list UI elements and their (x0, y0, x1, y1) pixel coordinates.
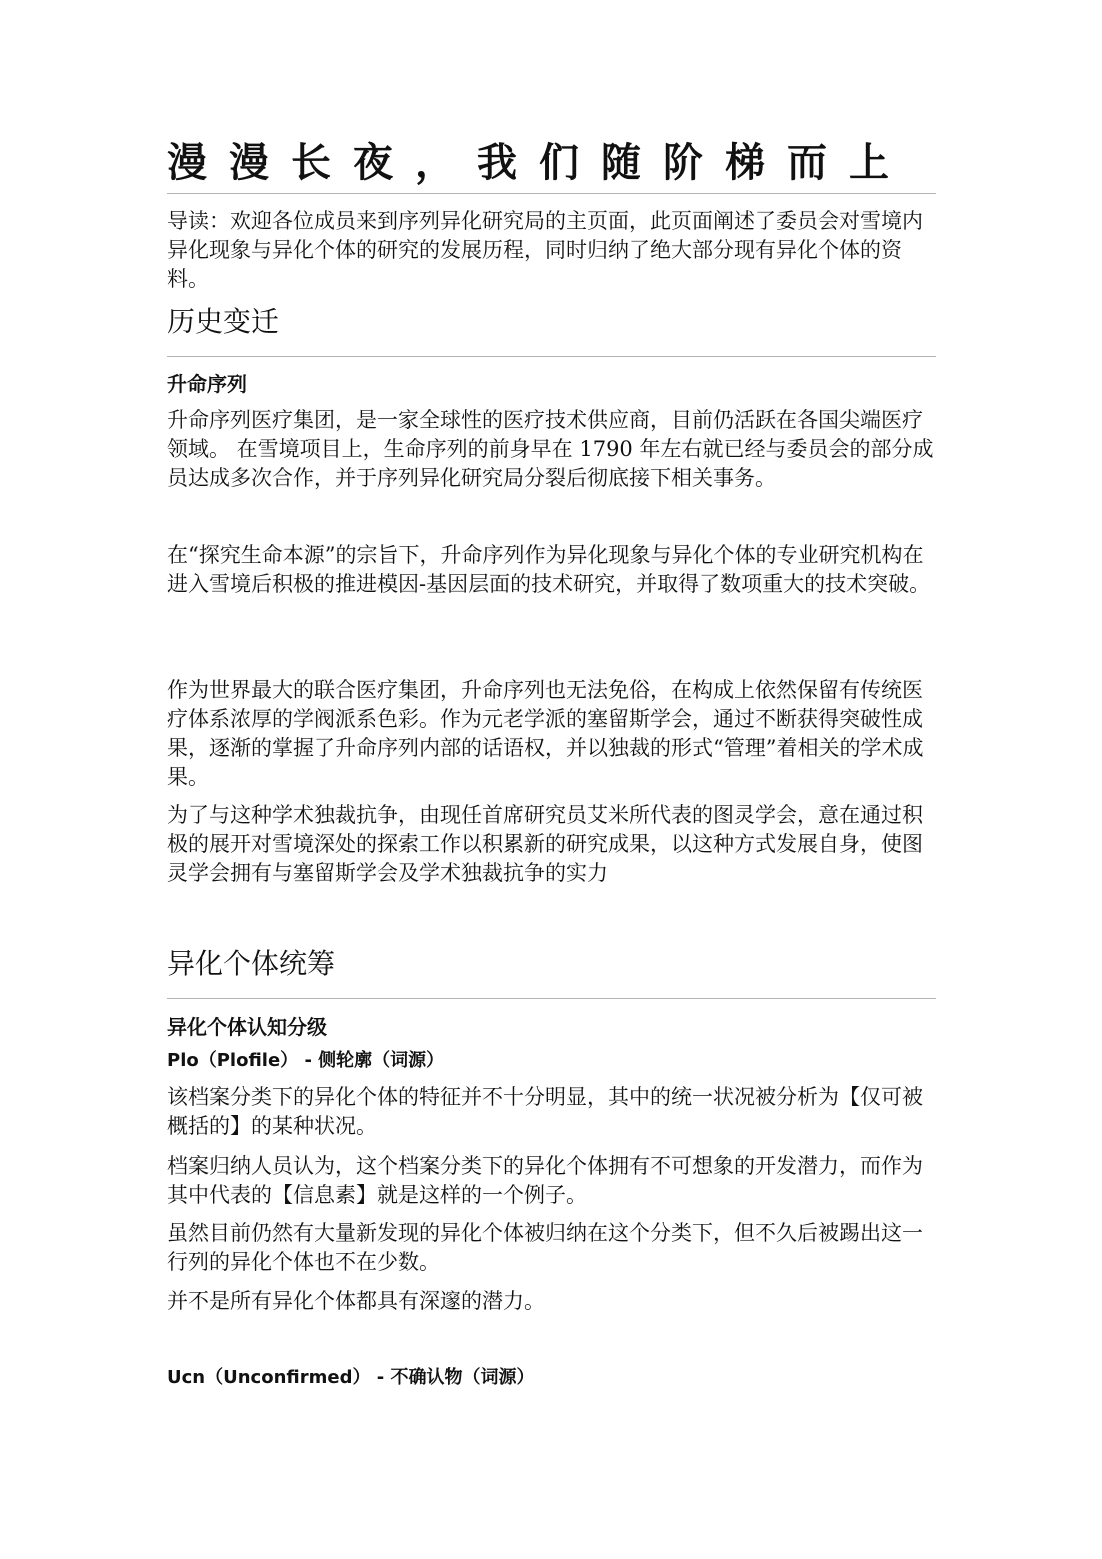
subheading-cognition-grading: 异化个体认知分级 (167, 1015, 327, 1039)
section-heading-history: 历史变迁 (167, 305, 280, 338)
category-label-ucn: Ucn（Unconfirmed） - 不确认物（词源） (167, 1367, 535, 1388)
history-paragraph-1: 升命序列医疗集团，是一家全球性的医疗技术供应商，目前仍活跃在各国尖端医疗领域。 在雪境项目上，生命序列的前身早在 1790 年左右就已经与委员会的部分成员达成多次合作，并于序列异化研究局分裂后彻底接下相关事务。 (167, 408, 934, 490)
history-paragraph-3: 作为世界最大的联合医疗集团，升命序列也无法免俗，在构成上依然保留有传统医疗体系浓厚的学阀派系色彩。作为元老学派的塞留斯学会，通过不断获得突破性成果，逐渐的掌握了升命序列内部的话语权，并以独裁的形式“管理”着相关的学术成果。 (167, 678, 924, 789)
title-divider (167, 193, 936, 194)
plo-paragraph-1: 该档案分类下的异化个体的特征并不十分明显，其中的统一状况被分析为【仅可被概括的】的某种状况。 (167, 1085, 923, 1138)
history-paragraph-2: 在“探究生命本源”的宗旨下，升命序列作为异化现象与异化个体的专业研究机构在进入雪境后积极的推进模因-基因层面的技术研究，并取得了数项重大的技术突破。 (167, 543, 931, 596)
page-title: 漫漫长夜，我们随阶梯而上 (167, 139, 911, 186)
stats-divider (167, 998, 936, 999)
section-heading-stats: 异化个体统筹 (167, 947, 336, 980)
plo-paragraph-3: 虽然目前仍然有大量新发现的异化个体被归纳在这个分类下，但不久后被踢出这一行列的异化个体也不在少数。 (167, 1221, 923, 1274)
subheading-shengming-xulie: 升命序列 (167, 372, 247, 396)
plo-paragraph-4: 并不是所有异化个体都具有深邃的潜力。 (167, 1289, 545, 1313)
category-label-plo: Plo（Plofile） - 侧轮廓（词源） (167, 1050, 445, 1071)
intro-paragraph: 导读：欢迎各位成员来到序列异化研究局的主页面，此页面阐述了委员会对雪境内异化现象与异化个体的研究的发展历程，同时归纳了绝大部分现有异化个体的资料。 (167, 209, 923, 291)
history-paragraph-4: 为了与这种学术独裁抗争，由现任首席研究员艾米所代表的图灵学会，意在通过积极的展开对雪境深处的探索工作以积累新的研究成果，以这种方式发展自身，使图灵学会拥有与塞留斯学会及学术独裁抗争的实力 (167, 803, 923, 885)
history-divider (167, 356, 936, 357)
plo-paragraph-2: 档案归纳人员认为，这个档案分类下的异化个体拥有不可想象的开发潜力，而作为其中代表的【信息素】就是这样的一个例子。 (167, 1154, 923, 1207)
